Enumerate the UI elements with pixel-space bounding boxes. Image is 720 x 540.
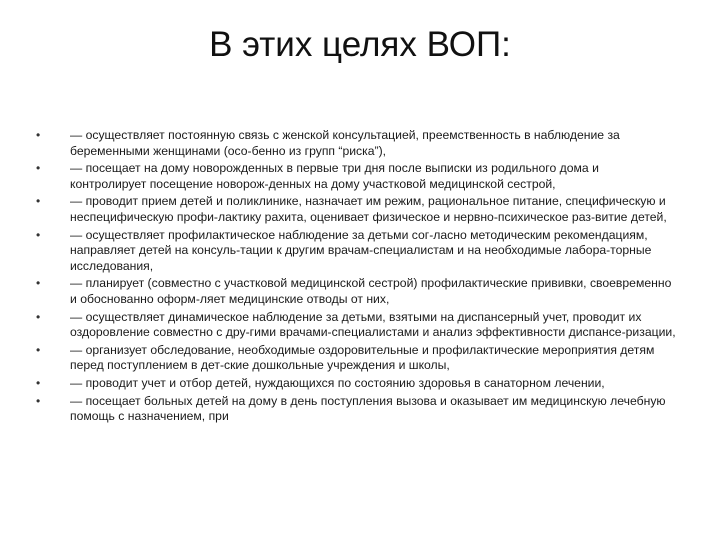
- list-item: [36, 194, 676, 225]
- list-item-text: — осуществляет профилактическое наблюдение за детьми сог-ласно методическим рекомендациям, направляет детей на консуль-тации к другим врачам-специалистам и на необходимые лабора-торные исследования,: [70, 227, 652, 273]
- list-item: [36, 376, 676, 392]
- bullet-icon: •: [36, 276, 41, 291]
- list-item-text: — проводит прием детей и поликлинике, назначает им режим, рациональное питание, специфическую и неспецифическую профи-лактику рахита, оценивает физическое и нервно-психическое раз-витие детей,: [70, 194, 667, 224]
- bullet-icon: •: [36, 393, 41, 408]
- bullet-icon: •: [36, 128, 41, 142]
- bullet-list: [36, 128, 676, 427]
- list-item-text: — осуществляет постоянную связь с женской консультацией, преемственность в наблюдение за беременными женщинами (осо-бенно из групп “риска”),: [70, 128, 620, 158]
- list-item: [36, 276, 676, 307]
- bullet-icon: •: [36, 342, 41, 357]
- list-item: [36, 128, 676, 159]
- list-item: [36, 394, 676, 425]
- bullet-icon: •: [36, 309, 41, 324]
- bullet-icon: •: [36, 161, 41, 176]
- list-item: [36, 228, 676, 275]
- bullet-icon: •: [36, 194, 41, 209]
- slide-title: В этих целях ВОП:: [209, 25, 511, 64]
- list-item-text: — посещает на дому новорожденных в первые три дня после выписки из родильного дома и контролирует посещение новорож-денных на дому участковой медицинской сестрой,: [70, 161, 599, 191]
- bullet-icon: •: [36, 227, 41, 242]
- list-item-text: — организует обследование, необходимые оздоровительные и профилактические мероприятия детям перед поступлением в дет-ские дошкольные учреждения и школы,: [70, 342, 655, 373]
- list-item-text: — посещает больных детей на дому в день поступления вызова и оказывает им медицинскую лечебную помощь с назначением, при: [70, 393, 666, 424]
- list-item-text: — осуществляет динамическое наблюдение за детьми, взятыми на диспансерный учет, проводит их оздоровление совместно с дру-гими врачами-специалистами и анализ эффективности диспансе-ризации,: [70, 309, 676, 340]
- list-item: [36, 310, 676, 341]
- list-item-text: — проводит учет и отбор детей, нуждающихся по состоянию здоровья в санаторном лечении,: [70, 375, 605, 390]
- list-item-text: — планирует (совместно с участковой медицинской сестрой) профилактические прививки, своевременно и обоснованно оформ-ляет медицинские отводы от них,: [70, 276, 672, 306]
- bullet-icon: •: [36, 375, 41, 390]
- list-item: [36, 161, 676, 192]
- list-item: [36, 343, 676, 374]
